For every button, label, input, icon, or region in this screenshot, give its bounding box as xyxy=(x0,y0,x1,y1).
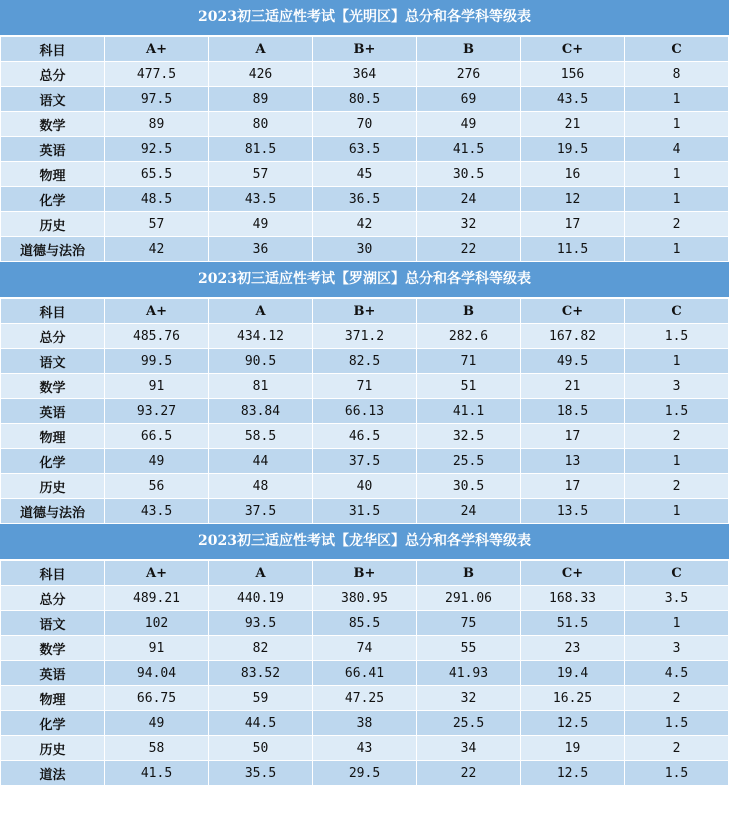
score-cell: 93.5 xyxy=(209,611,313,636)
score-cell: 12.5 xyxy=(521,761,625,786)
score-cell: 48 xyxy=(209,474,313,499)
score-cell: 364 xyxy=(313,62,417,87)
score-cell: 1.5 xyxy=(625,324,729,349)
score-cell: 41.1 xyxy=(417,399,521,424)
column-header: A+ xyxy=(105,299,209,324)
score-cell: 49 xyxy=(105,711,209,736)
score-cell: 23 xyxy=(521,636,625,661)
subject-cell: 英语 xyxy=(1,399,105,424)
subject-cell: 英语 xyxy=(1,661,105,686)
score-cell: 1.5 xyxy=(625,399,729,424)
score-cell: 3.5 xyxy=(625,586,729,611)
header-row xyxy=(1,299,729,324)
table-row xyxy=(1,761,729,786)
table-row xyxy=(1,474,729,499)
score-cell: 30.5 xyxy=(417,162,521,187)
score-cell: 1 xyxy=(625,499,729,524)
score-cell: 2 xyxy=(625,474,729,499)
score-cell: 82.5 xyxy=(313,349,417,374)
score-cell: 71 xyxy=(417,349,521,374)
score-cell: 59 xyxy=(209,686,313,711)
score-cell: 12 xyxy=(521,187,625,212)
header-row xyxy=(1,561,729,586)
score-cell: 51.5 xyxy=(521,611,625,636)
score-cell: 4.5 xyxy=(625,661,729,686)
score-cell: 102 xyxy=(105,611,209,636)
score-cell: 69 xyxy=(417,87,521,112)
subject-cell: 历史 xyxy=(1,736,105,761)
score-cell: 44 xyxy=(209,449,313,474)
score-cell: 434.12 xyxy=(209,324,313,349)
subject-cell: 历史 xyxy=(1,474,105,499)
score-cell: 21 xyxy=(521,112,625,137)
score-cell: 22 xyxy=(417,761,521,786)
grade-table-block xyxy=(0,0,729,262)
score-cell: 63.5 xyxy=(313,137,417,162)
table-row xyxy=(1,212,729,237)
score-cell: 49.5 xyxy=(521,349,625,374)
score-cell: 30 xyxy=(313,237,417,262)
score-cell: 25.5 xyxy=(417,449,521,474)
score-cell: 2 xyxy=(625,686,729,711)
score-cell: 426 xyxy=(209,62,313,87)
score-cell: 29.5 xyxy=(313,761,417,786)
score-cell: 75 xyxy=(417,611,521,636)
score-cell: 81.5 xyxy=(209,137,313,162)
score-cell: 49 xyxy=(209,212,313,237)
score-cell: 55 xyxy=(417,636,521,661)
score-cell: 43.5 xyxy=(209,187,313,212)
score-cell: 19.4 xyxy=(521,661,625,686)
grade-table xyxy=(0,36,729,262)
score-cell: 71 xyxy=(313,374,417,399)
subject-cell: 物理 xyxy=(1,424,105,449)
column-header: B xyxy=(417,37,521,62)
score-cell: 1 xyxy=(625,162,729,187)
score-cell: 91 xyxy=(105,374,209,399)
subject-cell: 历史 xyxy=(1,212,105,237)
table-row xyxy=(1,661,729,686)
score-cell: 74 xyxy=(313,636,417,661)
score-cell: 12.5 xyxy=(521,711,625,736)
column-header: A+ xyxy=(105,561,209,586)
score-cell: 1.5 xyxy=(625,711,729,736)
table-title: 2023初三适应性考试【罗湖区】总分和各学科等级表 xyxy=(0,262,729,298)
score-cell: 94.04 xyxy=(105,661,209,686)
score-cell: 92.5 xyxy=(105,137,209,162)
score-cell: 35.5 xyxy=(209,761,313,786)
table-row xyxy=(1,62,729,87)
score-cell: 8 xyxy=(625,62,729,87)
score-cell: 80.5 xyxy=(313,87,417,112)
grade-table xyxy=(0,298,729,524)
score-cell: 82 xyxy=(209,636,313,661)
score-cell: 371.2 xyxy=(313,324,417,349)
score-cell: 2 xyxy=(625,424,729,449)
score-cell: 18.5 xyxy=(521,399,625,424)
score-cell: 42 xyxy=(105,237,209,262)
score-cell: 291.06 xyxy=(417,586,521,611)
score-cell: 22 xyxy=(417,237,521,262)
score-cell: 66.13 xyxy=(313,399,417,424)
column-header: 科目 xyxy=(1,299,105,324)
score-cell: 65.5 xyxy=(105,162,209,187)
score-cell: 13.5 xyxy=(521,499,625,524)
column-header: C+ xyxy=(521,561,625,586)
grade-table xyxy=(0,560,729,786)
column-header: C+ xyxy=(521,37,625,62)
score-cell: 3 xyxy=(625,374,729,399)
score-cell: 167.82 xyxy=(521,324,625,349)
score-cell: 93.27 xyxy=(105,399,209,424)
score-cell: 34 xyxy=(417,736,521,761)
score-cell: 21 xyxy=(521,374,625,399)
score-cell: 30.5 xyxy=(417,474,521,499)
score-cell: 85.5 xyxy=(313,611,417,636)
score-cell: 83.84 xyxy=(209,399,313,424)
score-cell: 16 xyxy=(521,162,625,187)
score-cell: 32 xyxy=(417,686,521,711)
score-cell: 25.5 xyxy=(417,711,521,736)
table-row xyxy=(1,237,729,262)
column-header: A+ xyxy=(105,37,209,62)
score-cell: 32 xyxy=(417,212,521,237)
column-header: C xyxy=(625,299,729,324)
score-cell: 99.5 xyxy=(105,349,209,374)
score-cell: 276 xyxy=(417,62,521,87)
score-cell: 19 xyxy=(521,736,625,761)
column-header: B+ xyxy=(313,299,417,324)
table-row xyxy=(1,499,729,524)
score-cell: 31.5 xyxy=(313,499,417,524)
table-row xyxy=(1,586,729,611)
score-cell: 43.5 xyxy=(521,87,625,112)
table-row xyxy=(1,112,729,137)
table-row xyxy=(1,162,729,187)
score-cell: 2 xyxy=(625,212,729,237)
score-cell: 90.5 xyxy=(209,349,313,374)
subject-cell: 数学 xyxy=(1,374,105,399)
subject-cell: 物理 xyxy=(1,162,105,187)
column-header: 科目 xyxy=(1,561,105,586)
score-cell: 3 xyxy=(625,636,729,661)
score-cell: 24 xyxy=(417,187,521,212)
score-cell: 1 xyxy=(625,187,729,212)
score-cell: 282.6 xyxy=(417,324,521,349)
subject-cell: 化学 xyxy=(1,449,105,474)
score-cell: 58.5 xyxy=(209,424,313,449)
score-cell: 13 xyxy=(521,449,625,474)
score-cell: 1 xyxy=(625,611,729,636)
subject-cell: 语文 xyxy=(1,349,105,374)
score-cell: 43.5 xyxy=(105,499,209,524)
score-cell: 1 xyxy=(625,237,729,262)
score-cell: 4 xyxy=(625,137,729,162)
score-cell: 1 xyxy=(625,112,729,137)
score-cell: 48.5 xyxy=(105,187,209,212)
score-cell: 168.33 xyxy=(521,586,625,611)
table-row xyxy=(1,374,729,399)
subject-cell: 总分 xyxy=(1,324,105,349)
score-cell: 440.19 xyxy=(209,586,313,611)
table-row xyxy=(1,87,729,112)
column-header: B xyxy=(417,299,521,324)
score-cell: 380.95 xyxy=(313,586,417,611)
score-cell: 80 xyxy=(209,112,313,137)
score-cell: 19.5 xyxy=(521,137,625,162)
score-cell: 32.5 xyxy=(417,424,521,449)
score-cell: 83.52 xyxy=(209,661,313,686)
subject-cell: 化学 xyxy=(1,711,105,736)
score-cell: 44.5 xyxy=(209,711,313,736)
column-header: B xyxy=(417,561,521,586)
score-cell: 91 xyxy=(105,636,209,661)
table-row xyxy=(1,711,729,736)
table-row xyxy=(1,686,729,711)
column-header: C xyxy=(625,561,729,586)
score-cell: 40 xyxy=(313,474,417,499)
score-cell: 477.5 xyxy=(105,62,209,87)
score-cell: 56 xyxy=(105,474,209,499)
score-cell: 485.76 xyxy=(105,324,209,349)
score-cell: 47.25 xyxy=(313,686,417,711)
score-cell: 37.5 xyxy=(313,449,417,474)
score-cell: 41.5 xyxy=(417,137,521,162)
header-row xyxy=(1,37,729,62)
column-header: B+ xyxy=(313,561,417,586)
column-header: C+ xyxy=(521,299,625,324)
column-header: C xyxy=(625,37,729,62)
table-row xyxy=(1,636,729,661)
score-cell: 1 xyxy=(625,87,729,112)
score-cell: 57 xyxy=(105,212,209,237)
score-cell: 50 xyxy=(209,736,313,761)
score-cell: 49 xyxy=(417,112,521,137)
score-cell: 66.75 xyxy=(105,686,209,711)
grade-table-block xyxy=(0,262,729,524)
score-cell: 17 xyxy=(521,212,625,237)
score-cell: 24 xyxy=(417,499,521,524)
score-cell: 36.5 xyxy=(313,187,417,212)
subject-cell: 物理 xyxy=(1,686,105,711)
score-cell: 70 xyxy=(313,112,417,137)
table-row xyxy=(1,736,729,761)
subject-cell: 总分 xyxy=(1,62,105,87)
subject-cell: 总分 xyxy=(1,586,105,611)
subject-cell: 语文 xyxy=(1,87,105,112)
column-header: A xyxy=(209,37,313,62)
score-cell: 49 xyxy=(105,449,209,474)
score-cell: 51 xyxy=(417,374,521,399)
score-cell: 1 xyxy=(625,449,729,474)
subject-cell: 化学 xyxy=(1,187,105,212)
score-cell: 11.5 xyxy=(521,237,625,262)
score-cell: 41.5 xyxy=(105,761,209,786)
subject-cell: 语文 xyxy=(1,611,105,636)
score-cell: 46.5 xyxy=(313,424,417,449)
score-cell: 36 xyxy=(209,237,313,262)
score-cell: 489.21 xyxy=(105,586,209,611)
score-cell: 2 xyxy=(625,736,729,761)
table-row xyxy=(1,611,729,636)
table-row xyxy=(1,137,729,162)
table-row xyxy=(1,449,729,474)
table-title: 2023初三适应性考试【光明区】总分和各学科等级表 xyxy=(0,0,729,36)
score-cell: 17 xyxy=(521,474,625,499)
table-title: 2023初三适应性考试【龙华区】总分和各学科等级表 xyxy=(0,524,729,560)
score-cell: 66.5 xyxy=(105,424,209,449)
score-cell: 97.5 xyxy=(105,87,209,112)
subject-cell: 数学 xyxy=(1,636,105,661)
column-header: A xyxy=(209,561,313,586)
score-cell: 1.5 xyxy=(625,761,729,786)
score-cell: 17 xyxy=(521,424,625,449)
subject-cell: 英语 xyxy=(1,137,105,162)
table-row xyxy=(1,187,729,212)
score-cell: 1 xyxy=(625,349,729,374)
subject-cell: 道法 xyxy=(1,761,105,786)
column-header: A xyxy=(209,299,313,324)
score-cell: 45 xyxy=(313,162,417,187)
score-cell: 89 xyxy=(209,87,313,112)
score-cell: 41.93 xyxy=(417,661,521,686)
score-cell: 16.25 xyxy=(521,686,625,711)
score-cell: 66.41 xyxy=(313,661,417,686)
table-row xyxy=(1,424,729,449)
score-cell: 42 xyxy=(313,212,417,237)
score-cell: 57 xyxy=(209,162,313,187)
score-cell: 43 xyxy=(313,736,417,761)
grade-table-block xyxy=(0,524,729,786)
score-cell: 81 xyxy=(209,374,313,399)
score-cell: 58 xyxy=(105,736,209,761)
score-cell: 156 xyxy=(521,62,625,87)
column-header: B+ xyxy=(313,37,417,62)
score-cell: 37.5 xyxy=(209,499,313,524)
column-header: 科目 xyxy=(1,37,105,62)
score-cell: 89 xyxy=(105,112,209,137)
table-row xyxy=(1,349,729,374)
subject-cell: 道德与法治 xyxy=(1,237,105,262)
score-cell: 38 xyxy=(313,711,417,736)
subject-cell: 数学 xyxy=(1,112,105,137)
subject-cell: 道德与法治 xyxy=(1,499,105,524)
table-row xyxy=(1,399,729,424)
table-row xyxy=(1,324,729,349)
